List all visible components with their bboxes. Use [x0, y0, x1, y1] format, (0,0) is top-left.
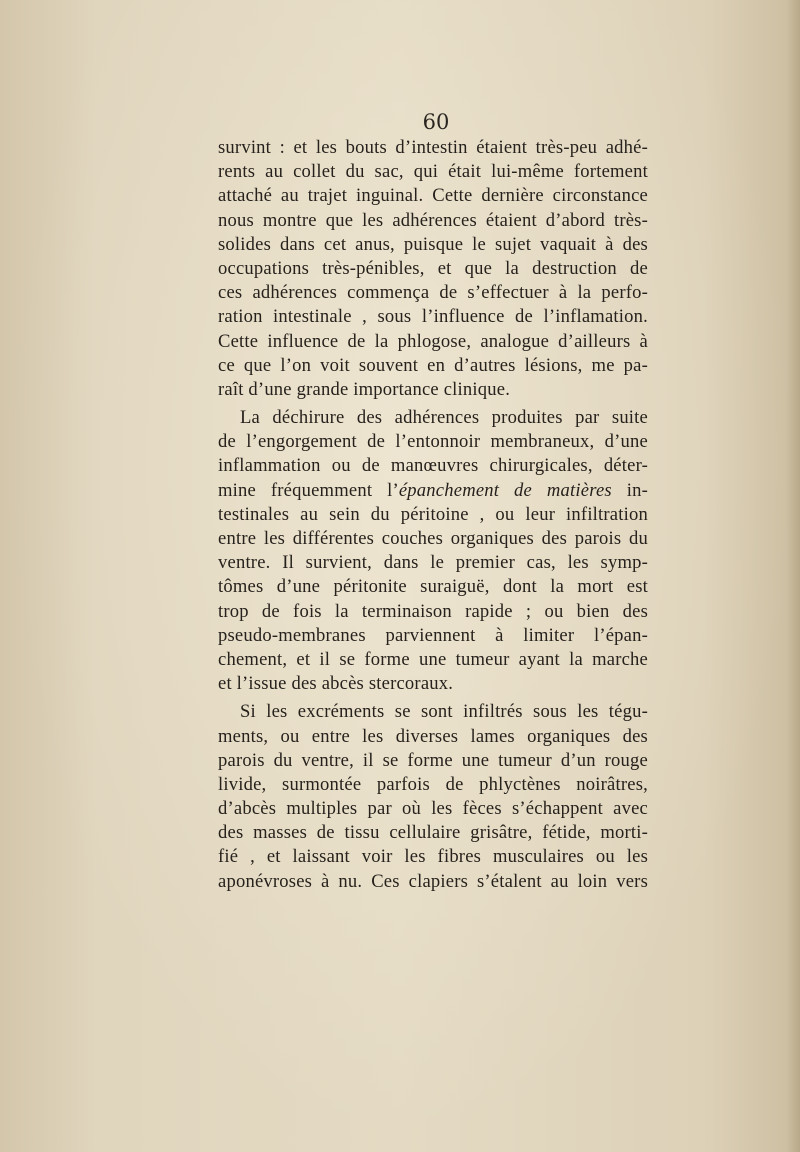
text-line: occupations très-pénibles, et que la destruction de: [218, 257, 648, 279]
text-line: parois du ventre, il se forme une tumeur d’un rouge: [218, 749, 648, 771]
emphasized-text: épanchement de matières: [398, 479, 612, 501]
text-fragment: in-: [626, 479, 648, 501]
text-line: attaché au trajet inguinal. Cette dernière circonstance: [218, 185, 648, 207]
text-line: survint : et les bouts d’intestin étaient très-peu adhé-: [218, 137, 648, 158]
text-line: Cette influence de la phlogose, analogue d’ailleurs à: [218, 330, 648, 352]
paragraph-1: [218, 136, 648, 402]
text-line: livide, surmontée parfois de phlyctènes noirâtres,: [218, 773, 648, 795]
paragraph-3: [218, 700, 648, 894]
text-line: raît d’une grande importance clinique.: [218, 378, 511, 400]
text-line: entre les différentes couches organiques des parois du: [218, 528, 648, 549]
page-edge-shadow: [786, 0, 800, 1152]
text-line: des masses de tissu cellulaire grisâtre, fétide, morti-: [218, 822, 648, 844]
text-line: fié , et laissant voir les fibres musculaires ou les: [218, 846, 648, 868]
page-number: 60: [422, 110, 450, 134]
text-line: La déchirure des adhérences produites par suite: [240, 407, 648, 429]
body-text: [218, 136, 648, 898]
text-line: tômes d’une péritonite suraiguë, dont la mort est: [218, 576, 648, 598]
text-line: ration intestinale , sous l’influence de l’inflamation.: [218, 306, 648, 328]
text-line: ventre. Il survient, dans le premier cas, les symp-: [218, 552, 648, 574]
text-line: ments, ou entre les diverses lames organiques des: [218, 725, 648, 747]
text-line: d’abcès multiples par où les fèces s’échappent avec: [218, 798, 648, 820]
text-fragment: mine fréquemment l’: [218, 479, 399, 501]
text-line: de l’engorgement de l’entonnoir membraneux, d’une: [218, 431, 648, 453]
text-line: Si les excréments se sont infiltrés sous les tégu-: [240, 701, 648, 723]
text-line: solides dans cet anus, puisque le sujet vaquait à des: [218, 233, 648, 255]
text-line: pseudo-membranes parviennent à limiter l’épan-: [218, 624, 648, 646]
text-line-emphasis: [218, 479, 648, 503]
text-line: et l’issue des abcès stercoraux.: [218, 673, 454, 695]
text-line: trop de fois la terminaison rapide ; ou bien des: [218, 600, 648, 622]
text-line: testinales au sein du péritoine , ou leur infiltration: [218, 503, 648, 525]
text-line: ces adhérences commença de s’effectuer à la perfo-: [218, 282, 648, 304]
text-line: rents au collet du sac, qui était lui-même fortement: [218, 161, 648, 183]
text-line: chement, et il se forme une tumeur ayant la marche: [218, 648, 648, 670]
text-line: aponévroses à nu. Ces clapiers s’étalent au loin vers: [218, 870, 648, 892]
text-line: inflammation ou de manœuvres chirurgicales, déter-: [218, 455, 648, 477]
text-line: ce que l’on voit souvent en d’autres lésions, me pa-: [218, 354, 648, 376]
paragraph-2: [218, 406, 648, 696]
text-line: nous montre que les adhérences étaient d’abord très-: [218, 209, 648, 231]
